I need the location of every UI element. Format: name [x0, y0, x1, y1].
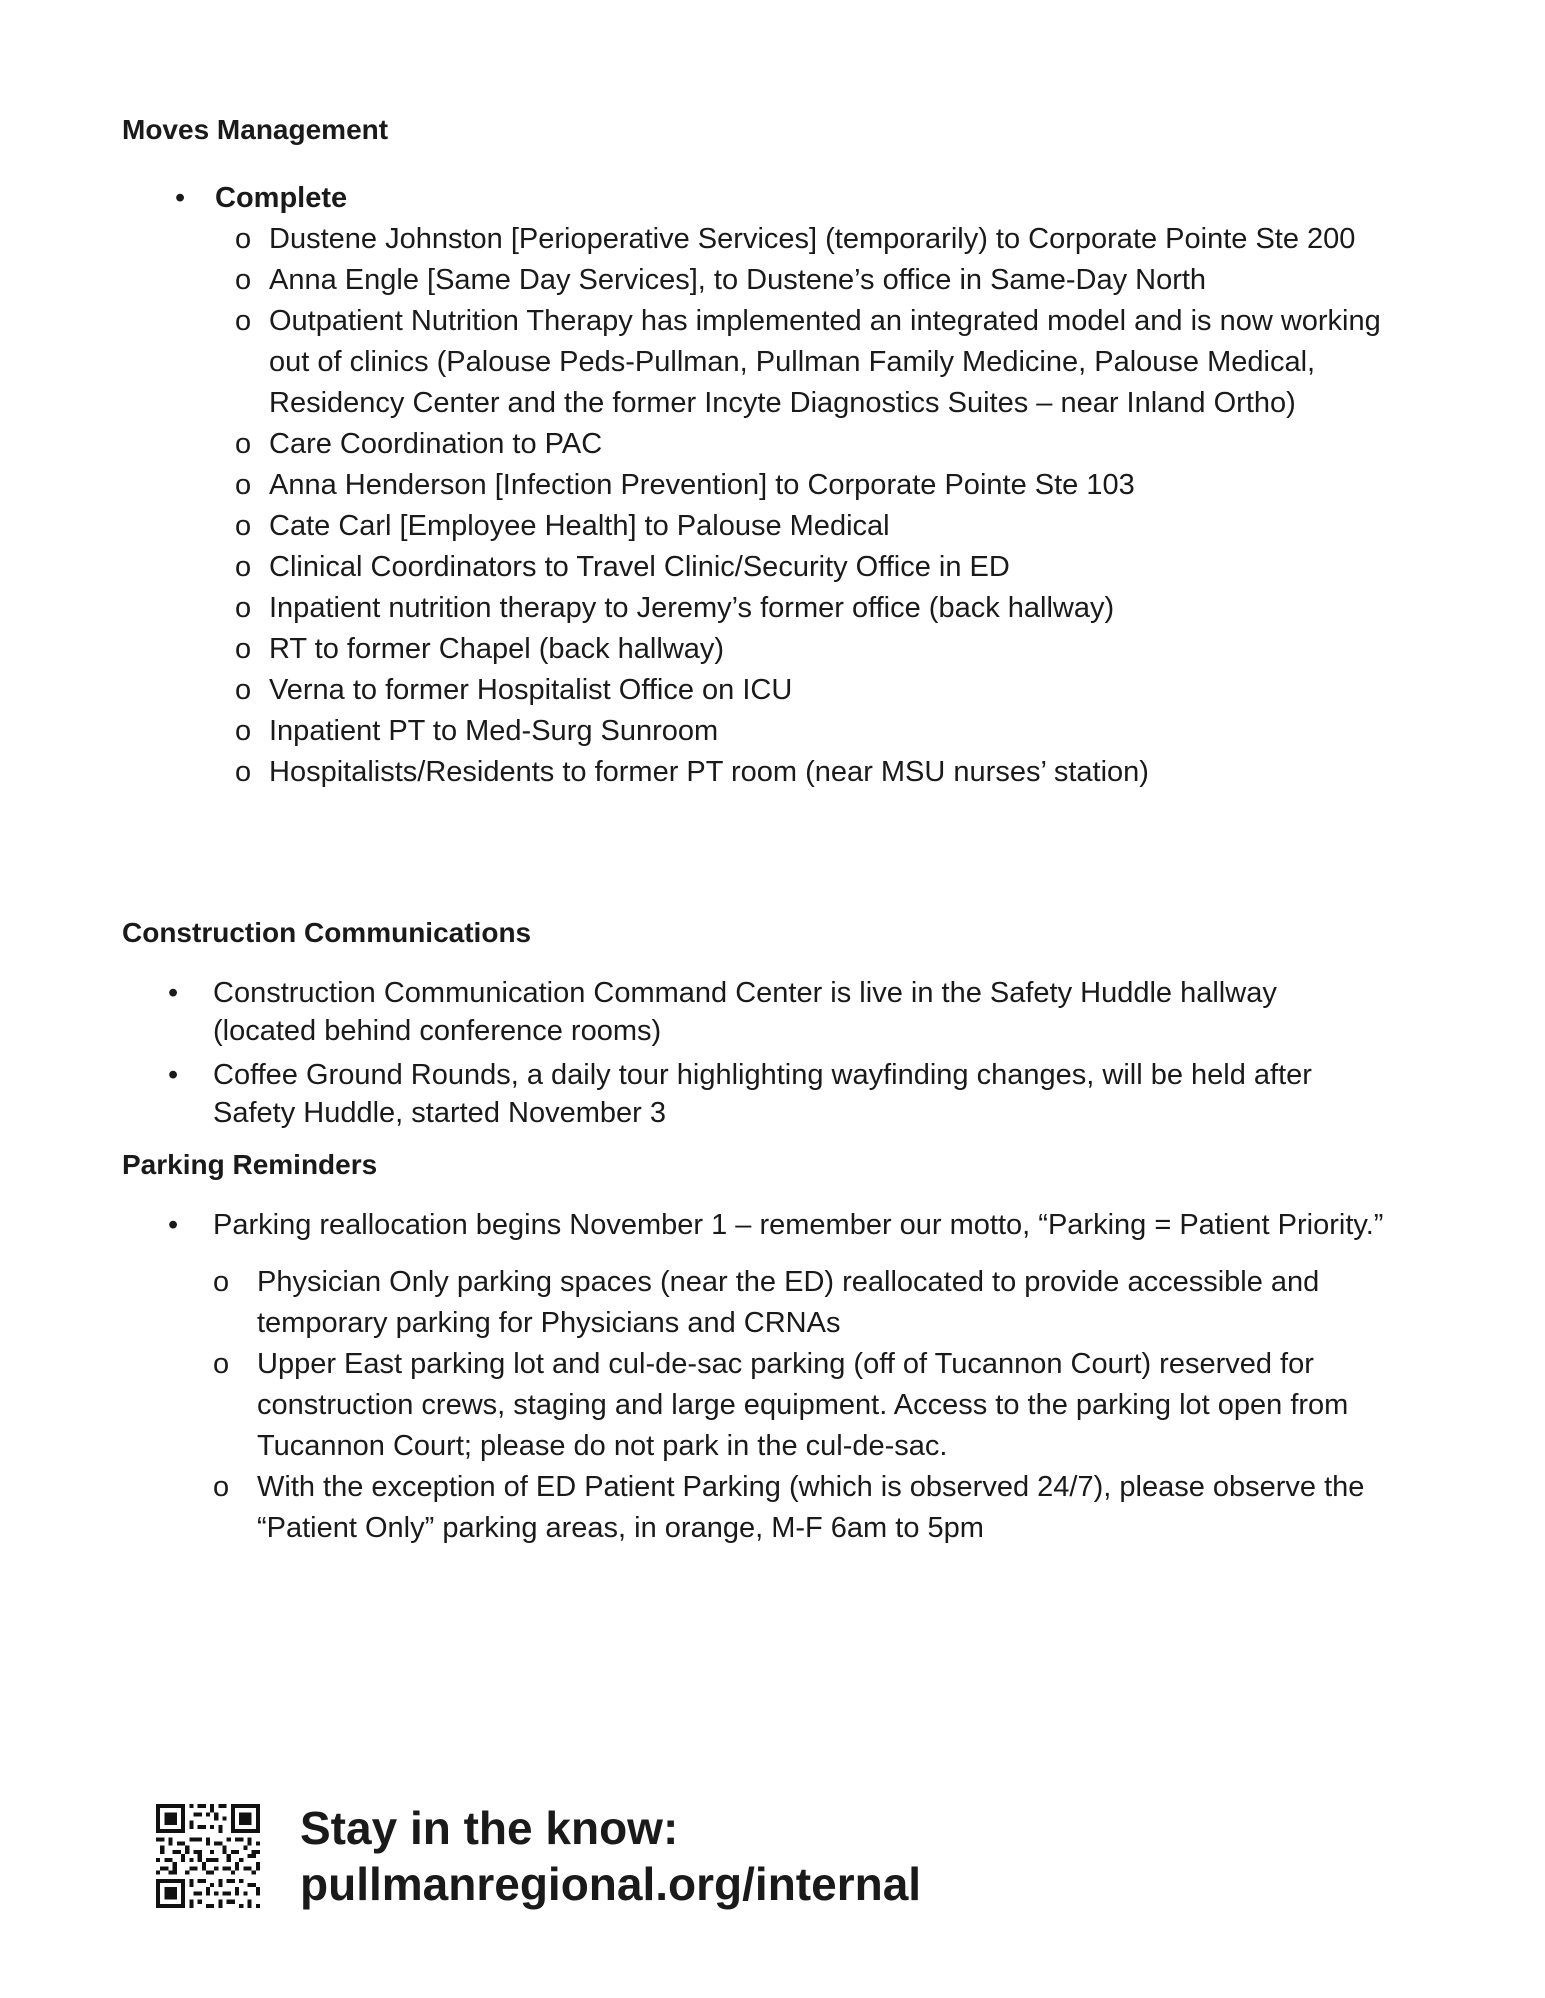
- sub-marker: o: [213, 1266, 230, 1298]
- moves-item-text: Hospitalists/Residents to former PT room (near MSU nurses’ station): [269, 756, 1149, 788]
- sub-marker: o: [235, 633, 252, 665]
- moves-sublist: [175, 219, 1415, 793]
- list-item: [235, 424, 1415, 465]
- bullet-marker: •: [168, 977, 179, 1009]
- list-item: [235, 219, 1415, 260]
- complete-label: Complete: [215, 182, 348, 214]
- sub-marker: o: [235, 756, 252, 788]
- moves-item-text: Clinical Coordinators to Travel Clinic/Security Office in ED: [269, 551, 1010, 583]
- moves-item-text: Dustene Johnston [Perioperative Services] (temporarily) to Corporate Pointe Ste 200: [269, 223, 1356, 255]
- footer-url-link[interactable]: pullmanregional.org/internal: [300, 1858, 922, 1910]
- construction-heading: Construction Communications: [122, 917, 532, 948]
- list-item: [168, 974, 1383, 1050]
- sub-marker: o: [213, 1348, 230, 1380]
- sub-marker: o: [213, 1471, 230, 1503]
- list-item: [168, 1206, 1408, 1244]
- list-item: [213, 1262, 1408, 1344]
- construction-item-text: Coffee Ground Rounds, a daily tour highlighting wayfinding changes, will be held after Safety Huddle, started November 3: [213, 1059, 1312, 1129]
- construction-item-text: Construction Communication Command Center is live in the Safety Huddle hallway (located behind conference rooms): [213, 977, 1277, 1047]
- bullet-marker: •: [168, 1059, 179, 1091]
- list-item: [235, 629, 1415, 670]
- list-item: [235, 711, 1415, 752]
- moves-item-text: Anna Henderson [Infection Prevention] to Corporate Pointe Ste 103: [269, 469, 1135, 501]
- moves-item-text: Anna Engle [Same Day Services], to Dustene’s office in Same-Day North: [269, 264, 1207, 296]
- list-item: [213, 1467, 1408, 1549]
- moves-item-text: Inpatient nutrition therapy to Jeremy’s former office (back hallway): [269, 592, 1115, 624]
- list-item: [235, 465, 1415, 506]
- parking-item-text: Physician Only parking spaces (near the ED) reallocated to provide accessible and temporary parking for Physicians and CRNAs: [257, 1266, 1320, 1339]
- sub-marker: o: [235, 264, 252, 296]
- construction-list: [168, 974, 1383, 1132]
- moves-heading: Moves Management: [122, 114, 389, 145]
- moves-item-text: Outpatient Nutrition Therapy has implemented an integrated model and is now working out of clinics (Palouse Peds-Pullman, Pullman Family Medicine, Palouse Medical, Residency Center and the former Incyte Diagnostics Suites – near Inland Ortho): [269, 305, 1381, 419]
- sub-marker: o: [235, 510, 252, 542]
- footer-tagline: Stay in the know:: [300, 1802, 679, 1854]
- list-item: [235, 588, 1415, 629]
- bullet-marker: •: [168, 1209, 179, 1241]
- list-item: [235, 506, 1415, 547]
- sub-marker: o: [235, 428, 252, 460]
- parking-heading: Parking Reminders: [122, 1149, 378, 1180]
- list-item: [175, 178, 1415, 219]
- list-item: [235, 260, 1415, 301]
- parking-main-text: Parking reallocation begins November 1 – remember our motto, “Parking = Patient Priority.”: [213, 1209, 1384, 1241]
- parking-sublist: [168, 1262, 1408, 1549]
- list-item: [235, 547, 1415, 588]
- moves-item-text: Cate Carl [Employee Health] to Palouse Medical: [269, 510, 890, 542]
- footer: [156, 1800, 921, 1912]
- moves-item-text: Care Coordination to PAC: [269, 428, 603, 460]
- list-item: [168, 1056, 1383, 1132]
- bullet-marker: •: [175, 182, 186, 214]
- parking-item-text: With the exception of ED Patient Parking (which is observed 24/7), please observe the “Patient Only” parking areas, in orange, M-F 6am to 5pm: [257, 1471, 1365, 1544]
- parking-item-text: Upper East parking lot and cul-de-sac parking (off of Tucannon Court) reserved for construction crews, staging and large equipment. Access to the parking lot open from Tucannon Court; please do not park in the cul-de-sac.: [257, 1348, 1349, 1462]
- sub-marker: o: [235, 223, 252, 255]
- moves-list: [175, 178, 1415, 793]
- moves-item-text: RT to former Chapel (back hallway): [269, 633, 725, 665]
- qr-code-icon[interactable]: [156, 1804, 260, 1908]
- moves-item-text: Verna to former Hospitalist Office on ICU: [269, 674, 793, 706]
- sub-marker: o: [235, 592, 252, 624]
- list-item: [213, 1344, 1408, 1467]
- footer-text: [300, 1800, 921, 1912]
- list-item: [235, 670, 1415, 711]
- sub-marker: o: [235, 551, 252, 583]
- list-item: [235, 752, 1415, 793]
- list-item: [235, 301, 1415, 424]
- sub-marker: o: [235, 715, 252, 747]
- sub-marker: o: [235, 469, 252, 501]
- moves-item-text: Inpatient PT to Med-Surg Sunroom: [269, 715, 719, 747]
- sub-marker: o: [235, 305, 252, 337]
- sub-marker: o: [235, 674, 252, 706]
- parking-list: [168, 1206, 1408, 1549]
